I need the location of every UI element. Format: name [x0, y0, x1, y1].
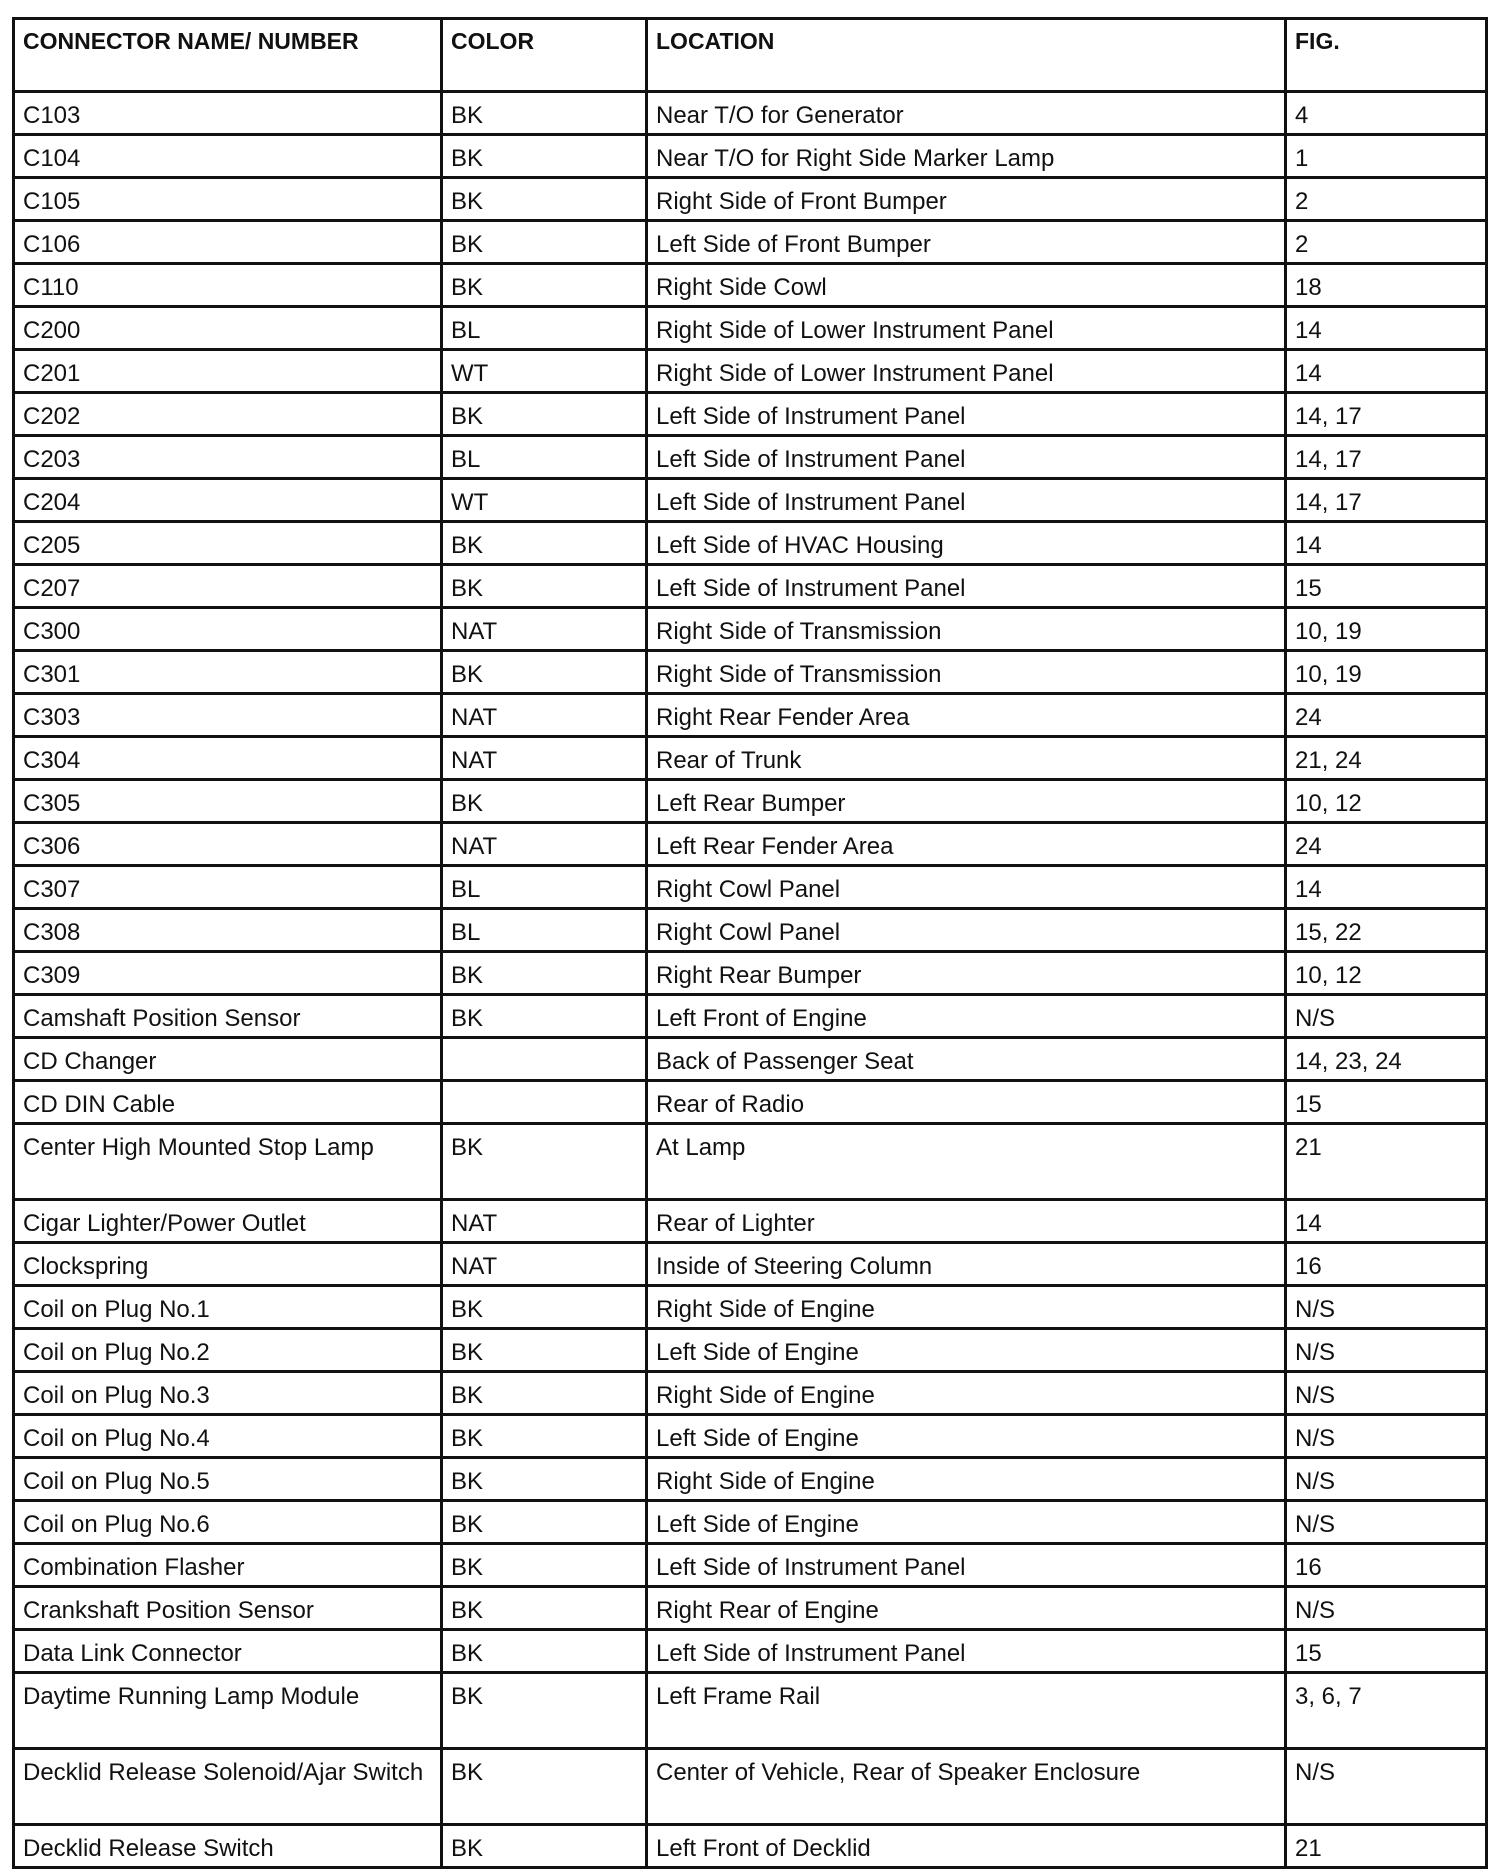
connector-name-cell: Center High Mounted Stop Lamp — [14, 1124, 442, 1200]
location-cell: Right Rear Fender Area — [647, 694, 1286, 737]
connector-name-cell: CD Changer — [14, 1038, 442, 1081]
table-body — [14, 92, 1487, 1868]
table-row — [14, 307, 1487, 350]
color-cell: BK — [442, 178, 647, 221]
table-row — [14, 565, 1487, 608]
fig-cell: 14, 17 — [1286, 479, 1487, 522]
table-row — [14, 1081, 1487, 1124]
connector-name-cell: Cigar Lighter/Power Outlet — [14, 1200, 442, 1243]
connector-name-cell: C207 — [14, 565, 442, 608]
color-cell: BK — [442, 995, 647, 1038]
color-cell: BK — [442, 1544, 647, 1587]
fig-cell: N/S — [1286, 1501, 1487, 1544]
connector-name-cell: C303 — [14, 694, 442, 737]
fig-cell: 10, 19 — [1286, 608, 1487, 651]
connector-name-cell: C305 — [14, 780, 442, 823]
connector-name-cell: Coil on Plug No.5 — [14, 1458, 442, 1501]
connector-name-cell: C306 — [14, 823, 442, 866]
header-fig: FIG. — [1286, 19, 1487, 92]
color-cell: NAT — [442, 608, 647, 651]
connector-name-cell: CD DIN Cable — [14, 1081, 442, 1124]
fig-cell: 21 — [1286, 1825, 1487, 1868]
fig-cell: 14 — [1286, 350, 1487, 393]
fig-cell: 21, 24 — [1286, 737, 1487, 780]
connector-table — [12, 17, 1488, 1869]
connector-name-cell: C309 — [14, 952, 442, 995]
table-row — [14, 952, 1487, 995]
color-cell: BK — [442, 1749, 647, 1825]
location-cell: Left Side of Engine — [647, 1329, 1286, 1372]
color-cell: BK — [442, 1587, 647, 1630]
connector-name-cell: C106 — [14, 221, 442, 264]
color-cell: BK — [442, 1372, 647, 1415]
connector-name-cell: C307 — [14, 866, 442, 909]
fig-cell: 14, 23, 24 — [1286, 1038, 1487, 1081]
color-cell: BK — [442, 651, 647, 694]
header-color: COLOR — [442, 19, 647, 92]
location-cell: At Lamp — [647, 1124, 1286, 1200]
color-cell: BK — [442, 1501, 647, 1544]
fig-cell: N/S — [1286, 1329, 1487, 1372]
location-cell: Rear of Radio — [647, 1081, 1286, 1124]
location-cell: Right Side of Engine — [647, 1286, 1286, 1329]
fig-cell: 16 — [1286, 1544, 1487, 1587]
fig-cell: N/S — [1286, 1587, 1487, 1630]
connector-name-cell: C300 — [14, 608, 442, 651]
fig-cell: 2 — [1286, 178, 1487, 221]
table-header-row — [14, 19, 1487, 92]
fig-cell: 2 — [1286, 221, 1487, 264]
color-cell: BK — [442, 1286, 647, 1329]
table-row — [14, 1329, 1487, 1372]
fig-cell: 3, 6, 7 — [1286, 1673, 1487, 1749]
fig-cell: 14 — [1286, 1200, 1487, 1243]
table-row — [14, 1372, 1487, 1415]
connector-name-cell: C104 — [14, 135, 442, 178]
color-cell — [442, 1081, 647, 1124]
location-cell: Left Side of Instrument Panel — [647, 1544, 1286, 1587]
table-row — [14, 694, 1487, 737]
color-cell — [442, 1038, 647, 1081]
location-cell: Left Side of Instrument Panel — [647, 1630, 1286, 1673]
color-cell: BK — [442, 393, 647, 436]
location-cell: Left Front of Decklid — [647, 1825, 1286, 1868]
location-cell: Near T/O for Generator — [647, 92, 1286, 135]
color-cell: BK — [442, 1458, 647, 1501]
connector-name-cell: Camshaft Position Sensor — [14, 995, 442, 1038]
table-row — [14, 1415, 1487, 1458]
table-row — [14, 1200, 1487, 1243]
color-cell: BK — [442, 565, 647, 608]
location-cell: Rear of Lighter — [647, 1200, 1286, 1243]
location-cell: Left Side of Front Bumper — [647, 221, 1286, 264]
table-row — [14, 92, 1487, 135]
color-cell: BK — [442, 1630, 647, 1673]
color-cell: BK — [442, 135, 647, 178]
fig-cell: 1 — [1286, 135, 1487, 178]
table-row — [14, 1501, 1487, 1544]
connector-name-cell: C301 — [14, 651, 442, 694]
color-cell: BK — [442, 1825, 647, 1868]
location-cell: Left Front of Engine — [647, 995, 1286, 1038]
color-cell: WT — [442, 479, 647, 522]
fig-cell: 18 — [1286, 264, 1487, 307]
table-row — [14, 1825, 1487, 1868]
table-row — [14, 909, 1487, 952]
table-row — [14, 780, 1487, 823]
fig-cell: 15 — [1286, 1630, 1487, 1673]
location-cell: Rear of Trunk — [647, 737, 1286, 780]
location-cell: Inside of Steering Column — [647, 1243, 1286, 1286]
color-cell: NAT — [442, 1243, 647, 1286]
connector-name-cell: C110 — [14, 264, 442, 307]
fig-cell: N/S — [1286, 1749, 1487, 1825]
location-cell: Left Side of Instrument Panel — [647, 436, 1286, 479]
table-row — [14, 264, 1487, 307]
location-cell: Left Side of Engine — [647, 1415, 1286, 1458]
connector-name-cell: C205 — [14, 522, 442, 565]
location-cell: Left Side of HVAC Housing — [647, 522, 1286, 565]
table-row — [14, 737, 1487, 780]
connector-name-cell: C200 — [14, 307, 442, 350]
color-cell: NAT — [442, 694, 647, 737]
location-cell: Right Side Cowl — [647, 264, 1286, 307]
fig-cell: N/S — [1286, 1458, 1487, 1501]
location-cell: Right Cowl Panel — [647, 866, 1286, 909]
table-row — [14, 522, 1487, 565]
location-cell: Right Side of Engine — [647, 1372, 1286, 1415]
fig-cell: 15 — [1286, 565, 1487, 608]
connector-name-cell: Decklid Release Switch — [14, 1825, 442, 1868]
color-cell: BK — [442, 522, 647, 565]
location-cell: Right Side of Lower Instrument Panel — [647, 350, 1286, 393]
fig-cell: 24 — [1286, 823, 1487, 866]
fig-cell: 14 — [1286, 866, 1487, 909]
color-cell: BL — [442, 866, 647, 909]
connector-name-cell: C201 — [14, 350, 442, 393]
color-cell: BL — [442, 307, 647, 350]
table-row — [14, 1038, 1487, 1081]
color-cell: BK — [442, 1673, 647, 1749]
fig-cell: 10, 12 — [1286, 952, 1487, 995]
color-cell: BK — [442, 1415, 647, 1458]
table-row — [14, 178, 1487, 221]
color-cell: BK — [442, 1329, 647, 1372]
location-cell: Left Rear Fender Area — [647, 823, 1286, 866]
connector-name-cell: Crankshaft Position Sensor — [14, 1587, 442, 1630]
connector-name-cell: Decklid Release Solenoid/Ajar Switch — [14, 1749, 442, 1825]
table-row — [14, 479, 1487, 522]
color-cell: BK — [442, 221, 647, 264]
connector-name-cell: Coil on Plug No.2 — [14, 1329, 442, 1372]
fig-cell: 21 — [1286, 1124, 1487, 1200]
location-cell: Left Side of Instrument Panel — [647, 393, 1286, 436]
table-row — [14, 1286, 1487, 1329]
table-row — [14, 436, 1487, 479]
table-row — [14, 823, 1487, 866]
connector-name-cell: Daytime Running Lamp Module — [14, 1673, 442, 1749]
table-row — [14, 135, 1487, 178]
connector-name-cell: Coil on Plug No.4 — [14, 1415, 442, 1458]
color-cell: BK — [442, 952, 647, 995]
connector-name-cell: Data Link Connector — [14, 1630, 442, 1673]
connector-name-cell: C203 — [14, 436, 442, 479]
connector-name-cell: C105 — [14, 178, 442, 221]
table-row — [14, 1630, 1487, 1673]
location-cell: Right Rear of Engine — [647, 1587, 1286, 1630]
color-cell: BL — [442, 436, 647, 479]
color-cell: NAT — [442, 823, 647, 866]
connector-name-cell: C308 — [14, 909, 442, 952]
header-connector-name: CONNECTOR NAME/ NUMBER — [14, 19, 442, 92]
location-cell: Left Side of Instrument Panel — [647, 565, 1286, 608]
color-cell: BL — [442, 909, 647, 952]
connector-name-cell: C304 — [14, 737, 442, 780]
fig-cell: 15, 22 — [1286, 909, 1487, 952]
fig-cell: 16 — [1286, 1243, 1487, 1286]
location-cell: Right Side of Transmission — [647, 651, 1286, 694]
connector-name-cell: C202 — [14, 393, 442, 436]
fig-cell: 14, 17 — [1286, 393, 1487, 436]
fig-cell: 4 — [1286, 92, 1487, 135]
location-cell: Near T/O for Right Side Marker Lamp — [647, 135, 1286, 178]
color-cell: NAT — [442, 1200, 647, 1243]
location-cell: Left Rear Bumper — [647, 780, 1286, 823]
connector-name-cell: C103 — [14, 92, 442, 135]
fig-cell: N/S — [1286, 1372, 1487, 1415]
location-cell: Right Side of Lower Instrument Panel — [647, 307, 1286, 350]
fig-cell: 14 — [1286, 522, 1487, 565]
table-row — [14, 393, 1487, 436]
table-row — [14, 1673, 1487, 1749]
location-cell: Right Side of Engine — [647, 1458, 1286, 1501]
location-cell: Right Side of Front Bumper — [647, 178, 1286, 221]
fig-cell: 24 — [1286, 694, 1487, 737]
location-cell: Right Rear Bumper — [647, 952, 1286, 995]
table-row — [14, 221, 1487, 264]
fig-cell: 10, 12 — [1286, 780, 1487, 823]
connector-name-cell: Combination Flasher — [14, 1544, 442, 1587]
connector-name-cell: Clockspring — [14, 1243, 442, 1286]
fig-cell: N/S — [1286, 1286, 1487, 1329]
location-cell: Left Side of Instrument Panel — [647, 479, 1286, 522]
connector-name-cell: Coil on Plug No.1 — [14, 1286, 442, 1329]
location-cell: Right Cowl Panel — [647, 909, 1286, 952]
connector-name-cell: Coil on Plug No.3 — [14, 1372, 442, 1415]
location-cell: Center of Vehicle, Rear of Speaker Enclosure — [647, 1749, 1286, 1825]
table-row — [14, 350, 1487, 393]
fig-cell: 14 — [1286, 307, 1487, 350]
table-row — [14, 1458, 1487, 1501]
table-row — [14, 1544, 1487, 1587]
color-cell: BK — [442, 264, 647, 307]
location-cell: Left Side of Engine — [647, 1501, 1286, 1544]
fig-cell: 15 — [1286, 1081, 1487, 1124]
connector-name-cell: Coil on Plug No.6 — [14, 1501, 442, 1544]
color-cell: WT — [442, 350, 647, 393]
table-row — [14, 1587, 1487, 1630]
table-row — [14, 1243, 1487, 1286]
connector-name-cell: C204 — [14, 479, 442, 522]
table-row — [14, 866, 1487, 909]
table-row — [14, 1749, 1487, 1825]
location-cell: Right Side of Transmission — [647, 608, 1286, 651]
table-row — [14, 651, 1487, 694]
location-cell: Left Frame Rail — [647, 1673, 1286, 1749]
color-cell: BK — [442, 1124, 647, 1200]
color-cell: BK — [442, 92, 647, 135]
table-row — [14, 1124, 1487, 1200]
fig-cell: N/S — [1286, 995, 1487, 1038]
header-location: LOCATION — [647, 19, 1286, 92]
fig-cell: 10, 19 — [1286, 651, 1487, 694]
color-cell: NAT — [442, 737, 647, 780]
color-cell: BK — [442, 780, 647, 823]
location-cell: Back of Passenger Seat — [647, 1038, 1286, 1081]
table-row — [14, 995, 1487, 1038]
table-row — [14, 608, 1487, 651]
fig-cell: 14, 17 — [1286, 436, 1487, 479]
fig-cell: N/S — [1286, 1415, 1487, 1458]
